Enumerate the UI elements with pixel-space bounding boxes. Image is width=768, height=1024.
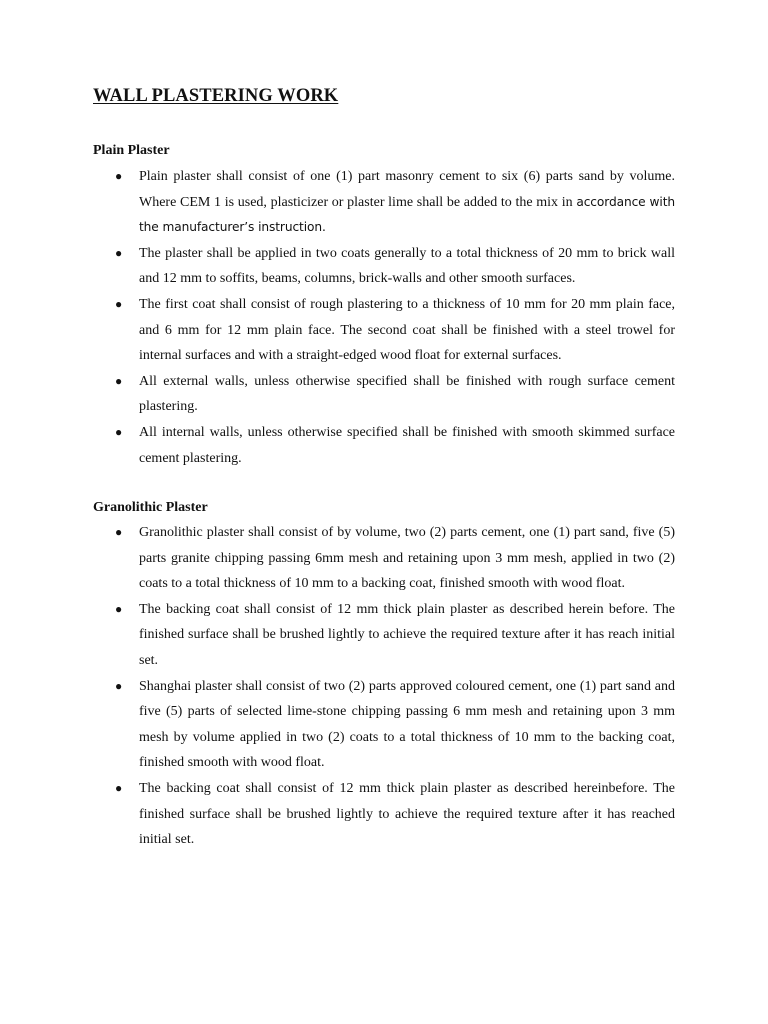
bullet-icon: ● bbox=[115, 424, 123, 439]
bullet-icon: ● bbox=[115, 601, 123, 616]
bullet-icon: ● bbox=[115, 169, 123, 183]
document-title: WALL PLASTERING WORK bbox=[93, 86, 339, 106]
list-item-text: The plaster shall be applied in two coats generally to a total thickness of 20 mm to brick wall and 12 mm to soffits, beams, columns, brick-walls and other smooth surfaces. bbox=[139, 245, 675, 287]
list-item-text: Granolithic plaster shall consist of by volume, two (2) parts cement, one (1) part sand, five (5) parts granite chipping passing 6mm mesh and retaining upon 3 mm mesh, applied in two (2) coats to a total thickness of 10 mm to a backing coat, finished smooth with wood float. bbox=[139, 525, 675, 592]
bullet-icon: ● bbox=[115, 678, 123, 693]
plain-plaster-list bbox=[0, 164, 675, 471]
list-item bbox=[115, 420, 675, 471]
list-item bbox=[115, 674, 675, 776]
list-item-text: The first coat shall consist of rough plastering to a thickness of 10 mm for 20 mm plain face, and 6 mm for 12 mm plain face. The second coat shall be finished with a steel trowel for internal surfaces and with a straight-edged wood float for external surfaces. bbox=[139, 296, 675, 364]
list-item-text: Shanghai plaster shall consist of two (2) parts approved coloured cement, one (1) part sand and five (5) parts of selected lime-stone chipping passing 6 mm mesh and retaining upon 3 mm mesh by volume applied in two (2) coats to a total thickness of 10 mm to the backing coat, finished smooth with wood float. bbox=[139, 678, 675, 771]
list-item bbox=[115, 776, 675, 853]
bullet-icon: ● bbox=[115, 780, 123, 795]
list-item-text-tail: accordance with the manufacturer’s instruction. bbox=[139, 194, 676, 235]
list-item-text: All internal walls, unless otherwise specified shall be finished with smooth skimmed surface cement plastering. bbox=[139, 424, 675, 466]
list-item-text-main: Plain plaster shall consist of one (1) part masonry cement to six (6) parts sand by volume. Where CEM 1 is used, plasticizer or plaster lime shall be added to the mix in bbox=[139, 169, 675, 210]
section-heading-granolithic-plaster: Granolithic Plaster bbox=[93, 500, 208, 515]
list-item bbox=[115, 164, 676, 241]
section-heading-plain-plaster: Plain Plaster bbox=[93, 143, 170, 158]
bullet-icon: ● bbox=[115, 245, 123, 260]
list-item-text: The backing coat shall consist of 12 mm thick plain plaster as described herein before. The finished surface shall be brushed lightly to achieve the required texture after it has reach initial set. bbox=[139, 601, 675, 668]
list-item-text: The backing coat shall consist of 12 mm thick plain plaster as described hereinbefore. The finished surface shall be brushed lightly to achieve the required texture after it has reached initial set. bbox=[139, 780, 675, 848]
bullet-icon: ● bbox=[115, 296, 123, 311]
list-item bbox=[115, 520, 675, 597]
bullet-icon: ● bbox=[115, 525, 123, 539]
bullet-icon: ● bbox=[115, 373, 123, 388]
list-item-text bbox=[139, 164, 675, 241]
list-item bbox=[115, 241, 675, 292]
list-item bbox=[115, 597, 675, 674]
list-item bbox=[115, 292, 675, 369]
list-item-text: All external walls, unless otherwise specified shall be finished with rough surface cement plastering. bbox=[139, 373, 675, 415]
list-item bbox=[115, 369, 675, 420]
granolithic-plaster-list bbox=[0, 520, 675, 853]
